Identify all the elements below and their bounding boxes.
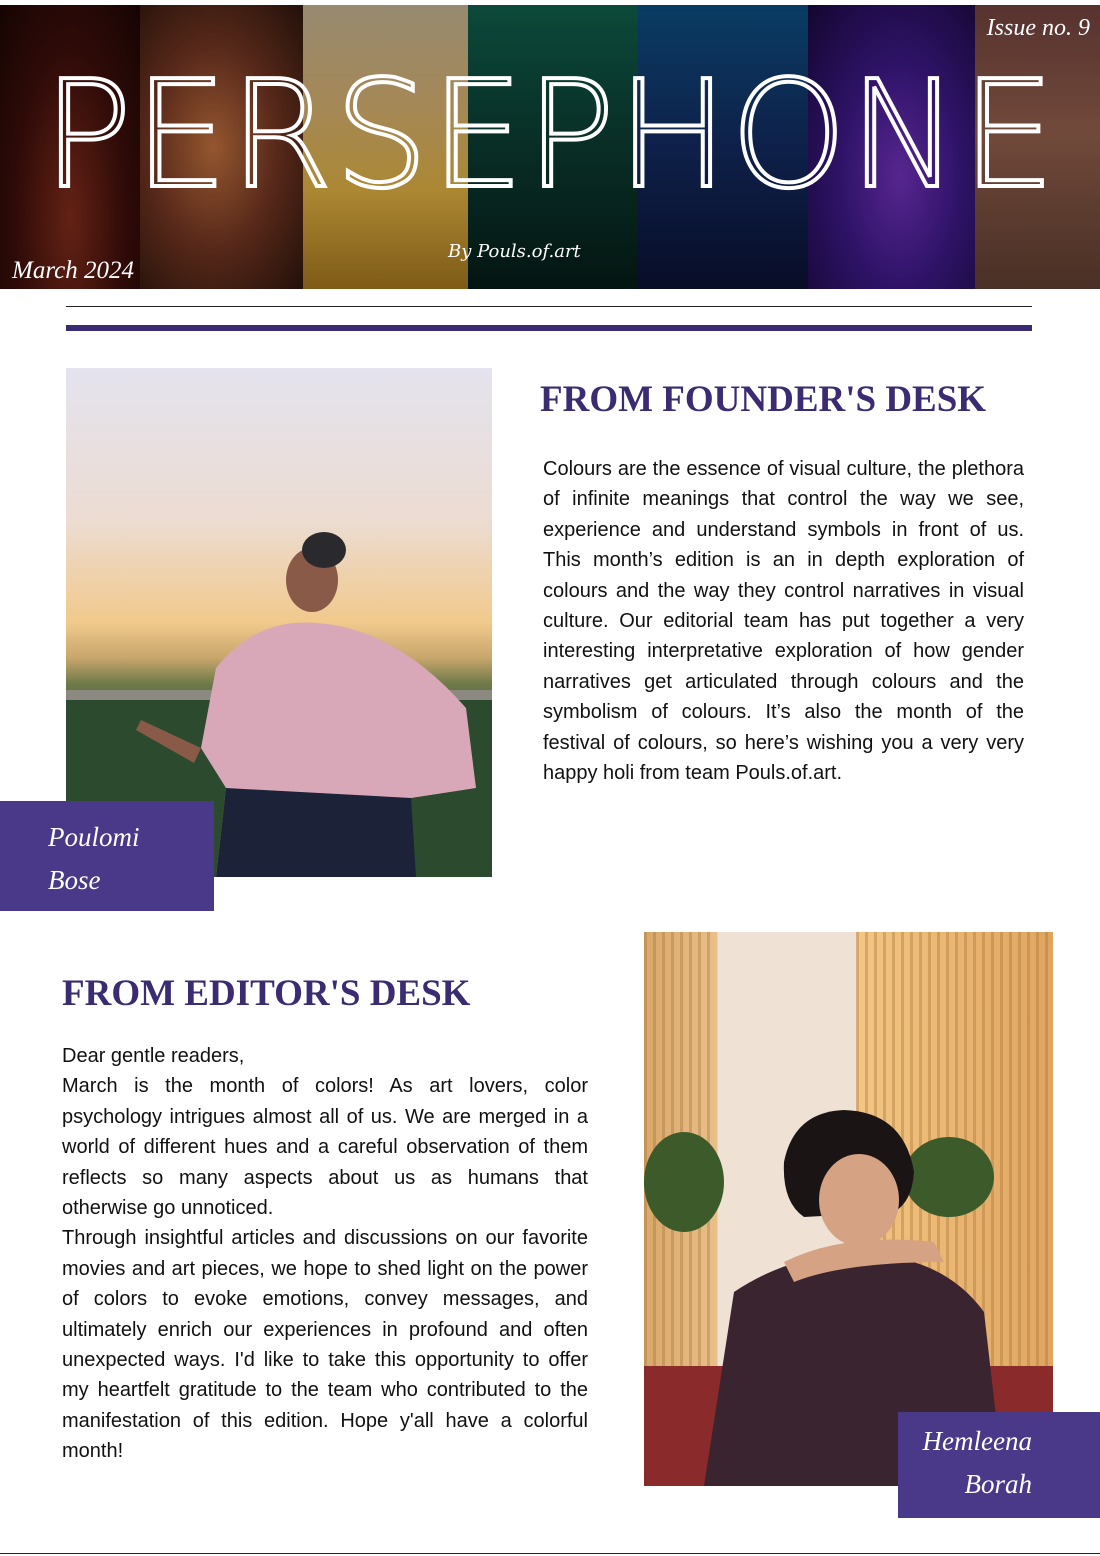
issue-number: Issue no. 9 — [986, 15, 1090, 41]
editor-heading: FROM EDITOR'S DESK — [62, 973, 471, 1014]
editor-photo — [644, 932, 1053, 1486]
editor-paragraph-1: March is the month of colors! As art lovers, color psychology intrigues almost all of us. We are merged in a world of different hues and a careful observation of them reflects so many aspects about us as humans that otherwise go unnoticed. — [62, 1075, 588, 1220]
editor-name-tag — [898, 1412, 1100, 1518]
divider-thick — [66, 325, 1032, 331]
editor-last-name: Borah — [964, 1469, 1032, 1499]
magazine-title: PERSEPHONE — [42, 49, 1058, 221]
founder-heading: FROM FOUNDER'S DESK — [540, 379, 987, 420]
editor-paragraph-2: Through insightful articles and discussions on our favorite movies and art pieces, we hope to shed light on the power of colors to evoke emotions, convey messages, and ultimately enrich our experiences in profound and often unexpected ways. I'd like to take this opportunity to offer my heartfelt gratitude to the team who contributed to the manifestation of this edition. Hope y'all have a colorful month! — [62, 1227, 588, 1463]
divider-bottom — [0, 1553, 1100, 1554]
byline: By Pouls.of.art — [448, 241, 581, 262]
editor-first-name: Hemleena — [922, 1426, 1032, 1456]
editor-greeting: Dear gentle readers, — [62, 1045, 245, 1067]
founder-last-name: Bose — [48, 865, 101, 895]
founder-first-name: Poulomi — [48, 822, 140, 852]
divider-thin — [66, 306, 1032, 307]
editor-body — [62, 1041, 588, 1467]
founder-name-tag — [0, 801, 214, 911]
masthead-banner — [0, 5, 1100, 289]
issue-date: March 2024 — [12, 257, 134, 284]
skirt-shape — [216, 788, 416, 877]
founder-body: Colours are the essence of visual culture, the plethora of infinite meanings that control the way we see, experience and understand symbols in front of us. This month’s edition is an in depth exploration of colours and the way they control narratives in visual culture. Our editorial team has put together a very interesting interpretative exploration of how gender narratives get articulated through colours and the symbolism of colours. It’s also the month of the festival of colours, so here’s wishing you a very very happy holi from team Pouls.of.art. — [543, 458, 1024, 785]
editor-portrait-icon — [644, 932, 1053, 1486]
face-shape — [819, 1154, 899, 1246]
hair-shape — [302, 532, 346, 568]
plant-left-shape — [644, 1132, 724, 1232]
plant-right-shape — [904, 1137, 994, 1217]
